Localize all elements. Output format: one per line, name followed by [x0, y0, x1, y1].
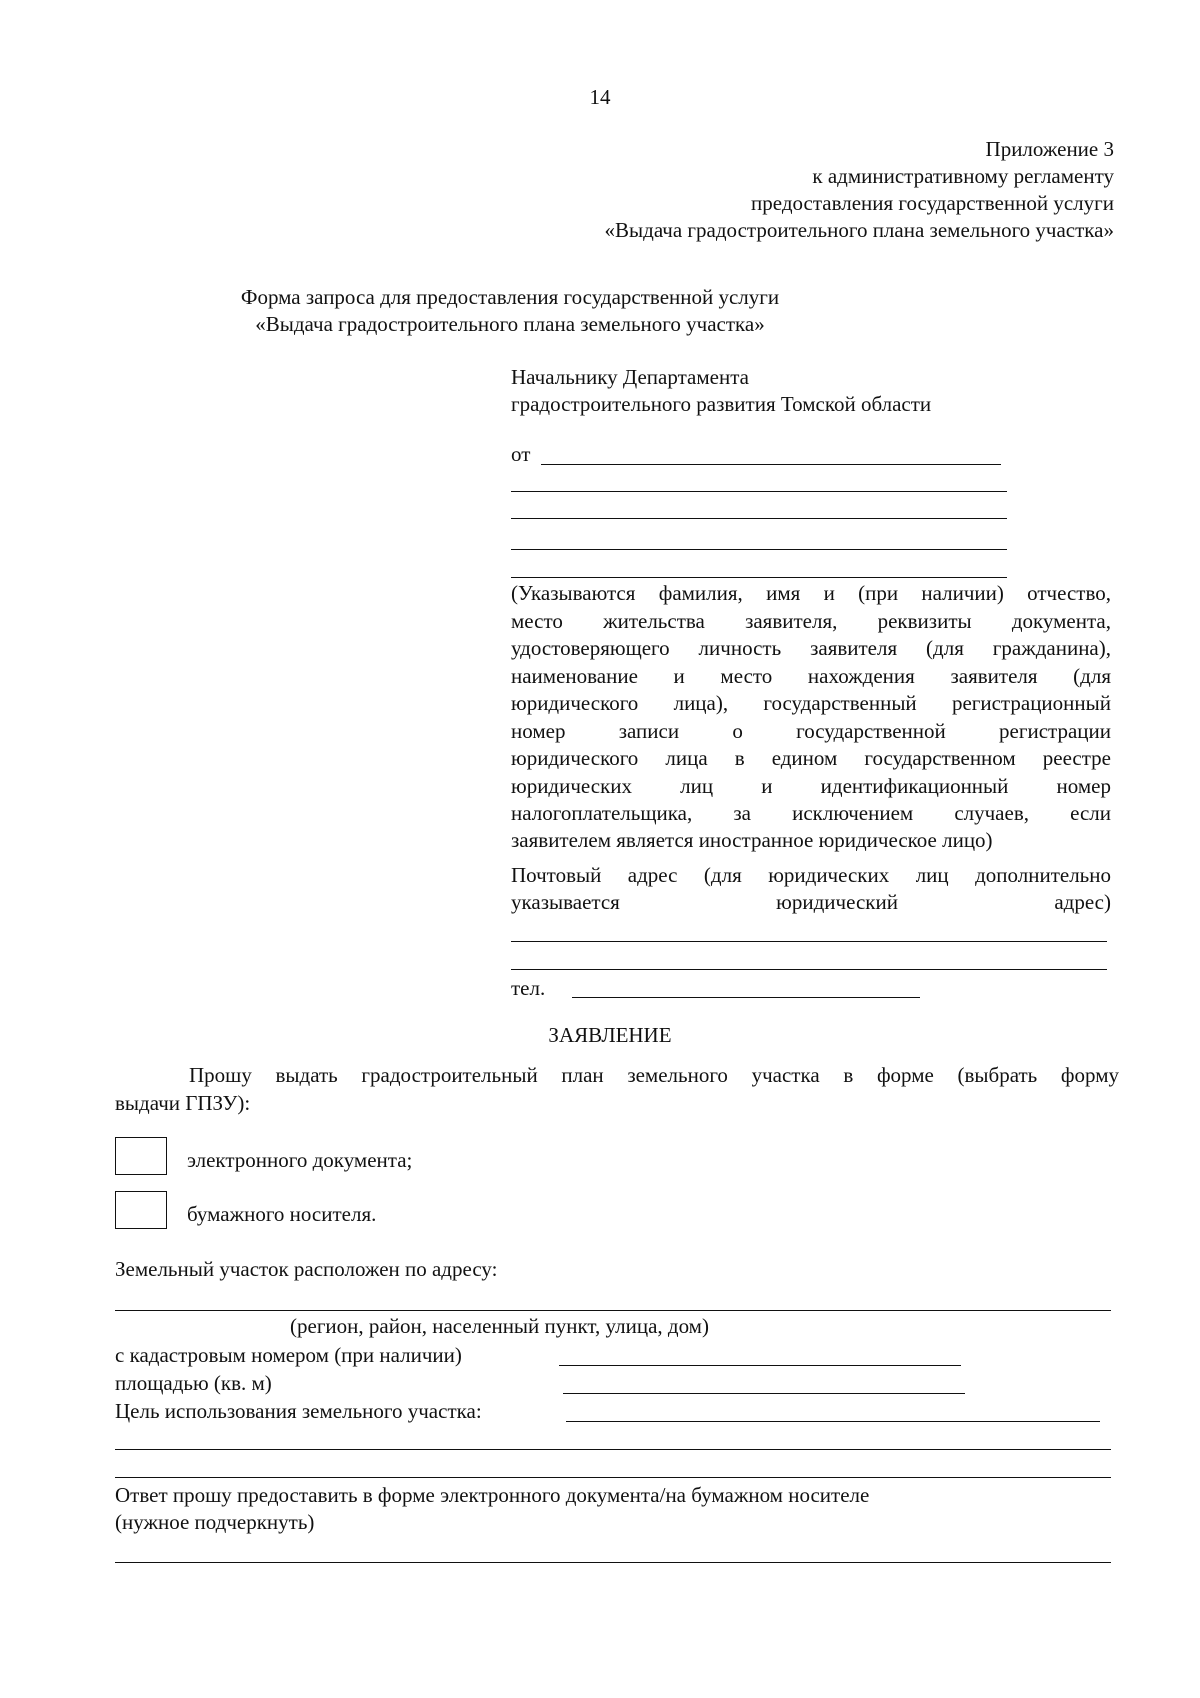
applicant-note-line: место жительства заявителя, реквизиты документа,: [511, 609, 1111, 633]
applicant-note-last-line: заявителем является иностранное юридическое лицо): [511, 828, 993, 852]
request-line-2: выдачи ГПЗУ):: [115, 1091, 251, 1115]
form-title-line-1: Форма запроса для предоставления государственной услуги: [240, 285, 780, 309]
applicant-note-line: номер записи о государственной регистрации: [511, 719, 1111, 743]
electronic-document-label: электронного документа;: [187, 1148, 413, 1172]
appendix-line-3: предоставления государственной услуги: [751, 191, 1114, 215]
electronic-document-checkbox[interactable]: [115, 1137, 167, 1175]
request-line-1: Прошу выдать градостроительный план земельного участка в форме (выбрать форму: [189, 1063, 1119, 1087]
purpose-field-line[interactable]: [115, 1477, 1111, 1478]
address-field-line[interactable]: [115, 1310, 1111, 1311]
paper-document-checkbox[interactable]: [115, 1191, 167, 1229]
from-field-line[interactable]: [511, 491, 1007, 492]
applicant-note-line: юридических лиц и идентификационный номер: [511, 774, 1111, 798]
addressee-line-1: Начальнику Департамента: [511, 365, 749, 389]
phone-field-line[interactable]: [572, 997, 920, 998]
applicant-note-line: налогоплательщика, за исключением случаев, если: [511, 801, 1111, 825]
applicant-note-line: (Указываются фамилия, имя и (при наличии) отчество,: [511, 581, 1111, 605]
cadastral-field-line[interactable]: [559, 1365, 961, 1366]
area-label: площадью (кв. м): [115, 1371, 272, 1395]
address-hint: (регион, район, населенный пункт, улица, дом): [290, 1314, 709, 1338]
page-number: 14: [589, 85, 611, 109]
addressee-line-2: градостроительного развития Томской области: [511, 392, 932, 416]
answer-field-line[interactable]: [115, 1562, 1111, 1563]
postal-address-field-line[interactable]: [511, 941, 1107, 942]
cadastral-label: с кадастровым номером (при наличии): [115, 1343, 462, 1367]
from-field-line[interactable]: [511, 549, 1007, 550]
area-field-line[interactable]: [563, 1393, 965, 1394]
address-label: Земельный участок расположен по адресу:: [115, 1257, 498, 1281]
from-field-line[interactable]: [511, 518, 1007, 519]
applicant-note-line: юридического лица), государственный регистрационный: [511, 691, 1111, 715]
appendix-line-1: Приложение 3: [985, 137, 1114, 161]
paper-document-label: бумажного носителя.: [187, 1202, 377, 1226]
from-field-line[interactable]: [541, 464, 1001, 465]
appendix-line-2: к административному регламенту: [812, 164, 1114, 188]
applicant-note-line: наименование и место нахождения заявителя (для: [511, 664, 1111, 688]
appendix-line-4: «Выдача градостроительного плана земельного участка»: [604, 218, 1114, 242]
from-label: от: [511, 442, 531, 466]
purpose-field-line[interactable]: [566, 1421, 1100, 1422]
answer-line-1: Ответ прошу предоставить в форме электронного документа/на бумажном носителе: [115, 1483, 870, 1507]
applicant-note-line: юридического лица в едином государственном реестре: [511, 746, 1111, 770]
purpose-field-line[interactable]: [115, 1449, 1111, 1450]
purpose-label: Цель использования земельного участка:: [115, 1399, 482, 1423]
form-title-line-2: «Выдача градостроительного плана земельного участка»: [255, 312, 765, 336]
applicant-note-line: удостоверяющего личность заявителя (для гражданина),: [511, 636, 1111, 660]
from-field-line[interactable]: [511, 577, 1007, 578]
postal-note-line-1: Почтовый адрес (для юридических лиц дополнительно: [511, 863, 1111, 887]
postal-note-line-2: указывается юридический адрес): [511, 890, 1111, 914]
answer-line-2: (нужное подчеркнуть): [115, 1510, 315, 1534]
phone-label: тел.: [511, 976, 546, 1000]
statement-title: ЗАЯВЛЕНИЕ: [548, 1023, 672, 1047]
postal-address-field-line[interactable]: [511, 969, 1107, 970]
